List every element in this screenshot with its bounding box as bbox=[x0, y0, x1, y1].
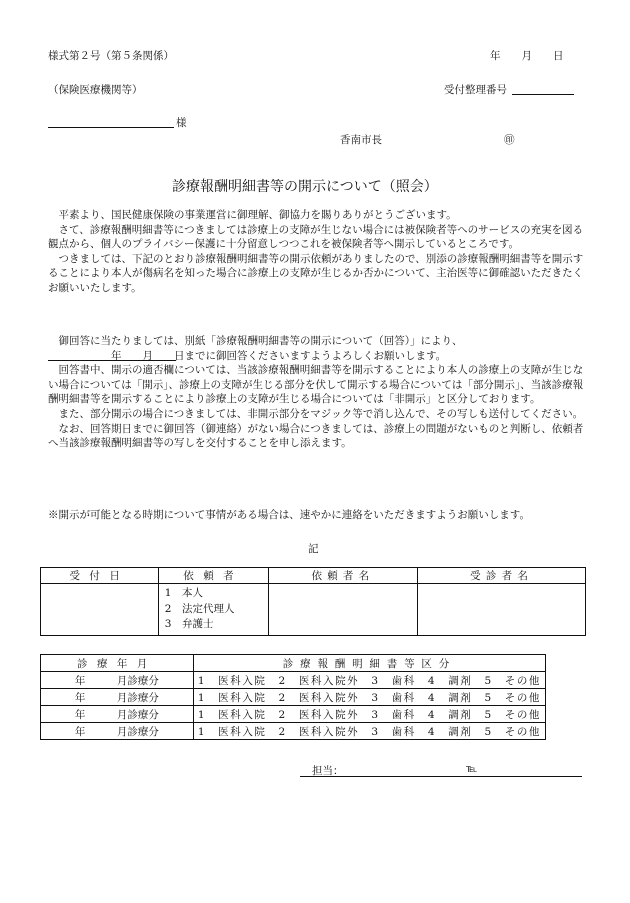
paragraph-no-reply: なお、回答期日までに御回答（御連絡）がない場合につきましては、診療上の問題がないものと判断し、依頼者へ当該診療報酬明細書等の写しを交付することを申し添えます。 bbox=[48, 422, 584, 450]
cell-kubun[interactable]: 1 医科入院 2 医科入院外 3 歯科 4 調剤 5 その他 bbox=[193, 672, 545, 689]
table-row bbox=[41, 723, 546, 740]
cell-jushinsha-mei[interactable] bbox=[418, 584, 586, 636]
paragraph-answer-method: 御回答に当たりましては、別紙「診療報酬明細書等の開示について（回答）」により、 bbox=[48, 335, 463, 347]
cell-kubun[interactable]: 1 医科入院 2 医科入院外 3 歯科 4 調剤 5 その他 bbox=[193, 689, 545, 706]
table-row bbox=[41, 706, 546, 723]
option-bengoshi: 3 弁護士 bbox=[164, 618, 214, 631]
tantou-line bbox=[300, 776, 582, 777]
body-block-2 bbox=[48, 334, 588, 451]
cell-month[interactable]: 年 月診療分 bbox=[41, 672, 194, 689]
addressee-org: （保険医療機関等） bbox=[48, 84, 143, 96]
ki-marker: 記 bbox=[308, 543, 319, 555]
deadline-date-line bbox=[48, 360, 176, 361]
header-iraisha: 依頼者 bbox=[158, 568, 268, 584]
header-kubun: 診療報酬明細書等区分 bbox=[193, 655, 545, 672]
date-field: 年 月 日 bbox=[490, 50, 564, 62]
addressee-name-line bbox=[48, 127, 174, 128]
header-uketsuke-bi: 受付日 bbox=[41, 568, 159, 584]
paragraph-request: つきましては、下記のとおり診療報酬明細書等の開示依頼がありましたので、別添の診療報酬明細書等を開示することにより本人が傷病名を知った場合に診療上の支障が生じるか否かについて、主治医等に御確認いただきたくお願いいたします。 bbox=[48, 252, 584, 294]
cell-kubun[interactable]: 1 医科入院 2 医科入院外 3 歯科 4 調剤 5 その他 bbox=[193, 706, 545, 723]
table-row bbox=[41, 689, 546, 706]
header-iraisha-mei: 依頼者名 bbox=[268, 568, 418, 584]
paragraph-classification: 回答書中、開示の適否欄については、当該診療報酬明細書等を開示することにより本人の診療上の支障が生じない場合については「開示」、診療上の支障が生じる部分を伏して開示する場合については「部分開示」、当該診療報酬明細書等を開示することにより診療上の支障が生じる場合については「非開示」と区分しております。 bbox=[48, 364, 584, 406]
seal-icon: ㊞ bbox=[504, 134, 515, 146]
option-houtei-dairinin: 2 法定代理人 bbox=[164, 602, 235, 615]
paragraph-partial: また、部分開示の場合につきましては、非開示部分をマジック等で消し込んで、その写しも送付してください。 bbox=[48, 407, 584, 420]
note-text: ※開示が可能となる時期について事情がある場合は、速やかに連絡をいただきますようお願いします。 bbox=[48, 509, 530, 521]
table-row bbox=[41, 672, 546, 689]
receipt-number-label: 受付整理番号 bbox=[444, 84, 507, 96]
form-number: 様式第２号（第５条関係） bbox=[48, 50, 174, 62]
header-jushinsha-mei: 受診者名 bbox=[418, 568, 586, 584]
option-honnin: 1 本人 bbox=[164, 587, 203, 600]
sama-honorific: 様 bbox=[176, 117, 187, 129]
cell-month[interactable]: 年 月診療分 bbox=[41, 689, 194, 706]
document-title: 診療報酬明細書等の開示について（照会） bbox=[172, 179, 438, 195]
tel-icon: ℡ bbox=[466, 763, 478, 775]
header-shinryo-nengetsu: 診療年月 bbox=[41, 655, 194, 672]
receipt-number-line bbox=[512, 94, 574, 95]
claim-category-table bbox=[40, 654, 546, 740]
body-block-1 bbox=[48, 208, 588, 296]
cell-month[interactable]: 年 月診療分 bbox=[41, 723, 194, 740]
request-info-table bbox=[40, 567, 586, 636]
paragraph-greeting: 平素より、国民健康保険の事業運営に御理解、御協力を賜りありがとうございます。 bbox=[48, 209, 457, 221]
tantou-label: 担当： bbox=[312, 765, 344, 777]
cell-kubun[interactable]: 1 医科入院 2 医科入院外 3 歯科 4 調剤 5 その他 bbox=[193, 723, 545, 740]
sender-name: 香南市長 bbox=[340, 134, 382, 146]
paragraph-background: さて、診療報酬明細書等につきましては診療上の支障が生じない場合には被保険者等へのサービスの充実を図る観点から、個人のプライバシー保護に十分留意しつつこれを被保険者等へ開示しているところです。 bbox=[48, 223, 584, 251]
cell-iraisha-mei[interactable] bbox=[268, 584, 418, 636]
paragraph-deadline: 年 月 日までに御回答くださいますようよろしくお願いします。 bbox=[48, 349, 447, 362]
cell-iraisha-options[interactable] bbox=[158, 584, 268, 636]
cell-month[interactable]: 年 月診療分 bbox=[41, 706, 194, 723]
cell-uketsuke-bi[interactable] bbox=[41, 584, 159, 636]
